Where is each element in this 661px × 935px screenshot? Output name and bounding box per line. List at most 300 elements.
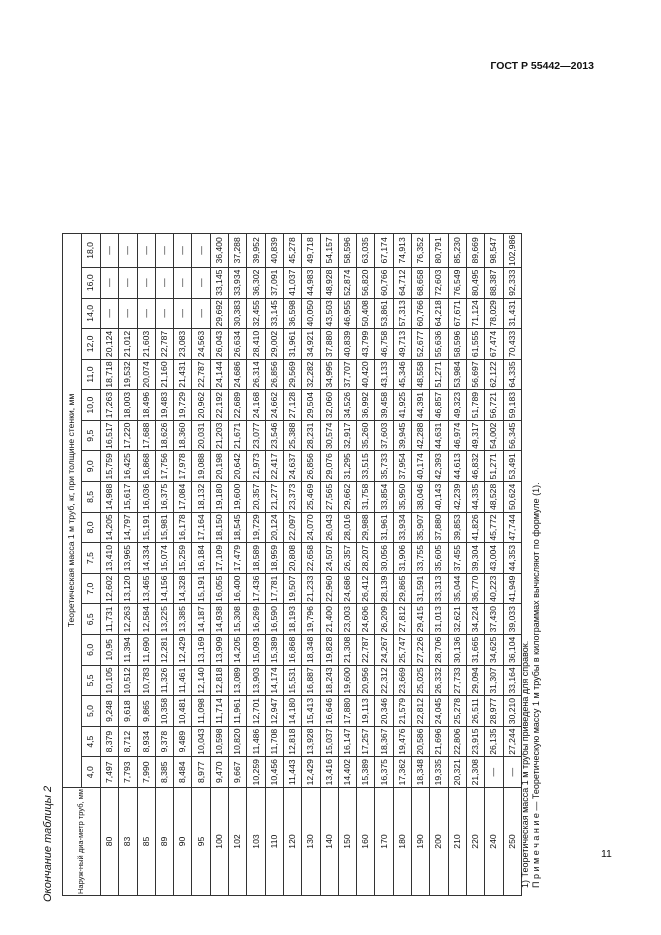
mass-cell: 17,220: [119, 420, 137, 451]
mass-cell: 37,707: [338, 359, 356, 390]
mass-cell: 56,697: [466, 359, 484, 390]
mass-cell: 13,465: [137, 573, 155, 604]
mass-cell: 12,818: [283, 726, 301, 757]
mass-cell: 15,191: [137, 512, 155, 543]
mass-cell: —: [155, 298, 173, 329]
mass-cell: 19,483: [155, 390, 173, 421]
mass-cell: 21,308: [466, 757, 484, 788]
mass-cell: 53,861: [375, 298, 393, 329]
mass-cell: 37,288: [229, 233, 247, 267]
mass-cell: 21,579: [393, 696, 411, 727]
mass-cell: 57,313: [393, 298, 411, 329]
mass-cell: 13,225: [155, 604, 173, 635]
mass-cell: 64,335: [503, 359, 521, 390]
mass-cell: 31,295: [338, 451, 356, 482]
mass-cell: 36,400: [210, 233, 228, 267]
mass-cell: 26,412: [357, 573, 375, 604]
mass-cell: 51,789: [466, 390, 484, 421]
mass-cell: 21,973: [247, 451, 265, 482]
mass-cell: 16,868: [137, 451, 155, 482]
mass-cell: 22,787: [357, 635, 375, 666]
mass-cell: 76,352: [412, 233, 430, 267]
mass-cell: 26,135: [485, 726, 503, 757]
mass-cell: 31,431: [503, 298, 521, 329]
mass-cell: 16,036: [137, 482, 155, 513]
mass-cell: 16,646: [320, 696, 338, 727]
mass-cell: 17,756: [155, 451, 173, 482]
mass-cell: 35,950: [393, 482, 411, 513]
table-row: [412, 233, 430, 895]
mass-cell: 71,124: [466, 298, 484, 329]
diameter-cell: 95: [192, 788, 210, 896]
mass-cell: 48,928: [320, 267, 338, 298]
mass-cell: 58,596: [448, 329, 466, 360]
mass-cell: 40,223: [485, 573, 503, 604]
mass-cell: 28,016: [338, 512, 356, 543]
mass-cell: 23,546: [265, 420, 283, 451]
mass-cell: 11,708: [265, 726, 283, 757]
mass-cell: 26,634: [229, 329, 247, 360]
mass-cell: 18,545: [229, 512, 247, 543]
mass-cell: 28,139: [375, 573, 393, 604]
thickness-header: 4,5: [82, 726, 101, 757]
mass-cell: 16,178: [174, 512, 192, 543]
mass-cell: 34,526: [338, 390, 356, 421]
mass-cell: 16,147: [338, 726, 356, 757]
mass-cell: 72,603: [430, 267, 448, 298]
mass-cell: 22,960: [320, 573, 338, 604]
thickness-header: 6,5: [82, 604, 101, 635]
mass-cell: 21,603: [137, 329, 155, 360]
mass-cell: 45,346: [393, 359, 411, 390]
mass-cell: 22,812: [412, 696, 430, 727]
mass-cell: 24,267: [375, 635, 393, 666]
mass-cell: 18,626: [155, 420, 173, 451]
table-row: [302, 233, 320, 895]
diameter-cell: 200: [430, 788, 448, 896]
mass-cell: 16,269: [247, 604, 265, 635]
mass-cell: 15,389: [265, 635, 283, 666]
mass-cell: 16,375: [155, 482, 173, 513]
mass-cell: 18,003: [119, 390, 137, 421]
mass-cell: 20,346: [375, 696, 393, 727]
diameter-cell: 110: [265, 788, 283, 896]
mass-cell: 13,410: [101, 543, 119, 574]
mass-cell: 10,358: [155, 696, 173, 727]
mass-cell: 11,961: [229, 696, 247, 727]
thickness-header: 10,0: [82, 390, 101, 421]
mass-cell: 15,037: [320, 726, 338, 757]
mass-cell: 18,243: [320, 665, 338, 696]
mass-cell: 20,808: [283, 543, 301, 574]
mass-cell: 36,992: [357, 390, 375, 421]
mass-cell: 34,995: [320, 359, 338, 390]
mass-cell: 12,818: [210, 665, 228, 696]
mass-cell: 32,282: [302, 359, 320, 390]
diameter-cell: 160: [357, 788, 375, 896]
mass-cell: 15,074: [155, 543, 173, 574]
mass-cell: 26,511: [466, 696, 484, 727]
thickness-header: 12,0: [82, 329, 101, 360]
mass-cell: 30,574: [320, 420, 338, 451]
mass-cell: 33,145: [210, 267, 228, 298]
mass-cell: 32,917: [338, 420, 356, 451]
table-row: [320, 233, 338, 895]
mass-cell: 25,278: [448, 696, 466, 727]
mass-cell: 14,205: [101, 512, 119, 543]
mass-cell: 10,95: [101, 635, 119, 666]
mass-cell: 40,420: [357, 359, 375, 390]
mass-cell: 18,959: [265, 543, 283, 574]
mass-cell: 9,489: [174, 726, 192, 757]
mass-cell: 76,549: [448, 267, 466, 298]
table-row: [137, 233, 155, 895]
mass-cell: 12,429: [174, 635, 192, 666]
mass-cell: 35,733: [375, 451, 393, 482]
mass-cell: 18,589: [247, 543, 265, 574]
mass-cell: 28,207: [357, 543, 375, 574]
mass-cell: 49,713: [393, 329, 411, 360]
mass-cell: —: [503, 757, 521, 788]
mass-cell: 48,528: [485, 482, 503, 513]
mass-cell: 30,210: [503, 696, 521, 727]
mass-cell: 41,925: [393, 390, 411, 421]
mass-cell: 53,491: [503, 451, 521, 482]
mass-cell: 19,088: [192, 451, 210, 482]
mass-cell: 17,257: [357, 726, 375, 757]
mass-cell: 11,098: [192, 696, 210, 727]
mass-cell: 27,733: [448, 665, 466, 696]
mass-cell: 67,474: [485, 329, 503, 360]
mass-cell: 45,278: [283, 233, 301, 267]
mass-cell: 9,378: [155, 726, 173, 757]
mass-cell: 37,430: [485, 604, 503, 635]
mass-cell: 47,744: [503, 512, 521, 543]
mass-cell: 22,192: [210, 390, 228, 421]
mass-cell: 11,326: [155, 665, 173, 696]
mass-cell: 14,180: [283, 696, 301, 727]
mass-cell: 28,977: [485, 696, 503, 727]
mass-cell: 37,954: [393, 451, 411, 482]
mass-cell: 21,012: [119, 329, 137, 360]
mass-cell: 15,413: [302, 696, 320, 727]
mass-cell: 23,077: [247, 420, 265, 451]
table-group-header-row: [63, 233, 82, 895]
thickness-header: 7,5: [82, 543, 101, 574]
mass-cell: 12,263: [119, 604, 137, 635]
diameter-cell: 83: [119, 788, 137, 896]
mass-cell: 10,783: [137, 665, 155, 696]
mass-cell: 16,055: [210, 573, 228, 604]
mass-cell: 15,259: [174, 543, 192, 574]
mass-cell: 29,002: [265, 329, 283, 360]
mass-cell: 19,828: [320, 635, 338, 666]
mass-cell: 35,260: [357, 420, 375, 451]
mass-cell: 14,402: [338, 757, 356, 788]
mass-cell: 20,031: [192, 420, 210, 451]
table-row: [229, 233, 247, 895]
mass-cell: 13,909: [210, 635, 228, 666]
mass-cell: 44,631: [430, 420, 448, 451]
mass-cell: 19,532: [119, 359, 137, 390]
mass-cell: 29,569: [283, 359, 301, 390]
diameter-cell: 100: [210, 788, 228, 896]
mass-cell: 60,766: [412, 298, 430, 329]
table-row: [210, 233, 228, 895]
mass-cell: 31,665: [466, 635, 484, 666]
mass-cell: 16,425: [119, 451, 137, 482]
diameter-cell: 180: [393, 788, 411, 896]
mass-cell: —: [137, 267, 155, 298]
mass-cell: 27,812: [393, 604, 411, 635]
table-caption: Окончание таблицы 2: [42, 785, 54, 902]
mass-cell: 102,986: [503, 233, 521, 267]
mass-cell: 13,903: [247, 665, 265, 696]
mass-cell: 58,596: [338, 233, 356, 267]
mass-cell: 12,947: [265, 696, 283, 727]
mass-cell: 34,625: [485, 635, 503, 666]
mass-cell: 26,209: [375, 604, 393, 635]
mass-cell: 64,218: [430, 298, 448, 329]
mass-cell: 25,388: [283, 420, 301, 451]
mass-cell: 23,669: [393, 665, 411, 696]
mass-cell: 29,076: [320, 451, 338, 482]
mass-cell: 17,781: [265, 573, 283, 604]
mass-cell: 27,565: [320, 482, 338, 513]
mass-cell: 49,718: [302, 233, 320, 267]
mass-cell: 37,880: [430, 512, 448, 543]
mass-cell: 18,348: [302, 635, 320, 666]
mass-cell: 11,714: [210, 696, 228, 727]
mass-cell: 67,671: [448, 298, 466, 329]
mass-cell: 10,105: [101, 665, 119, 696]
thickness-header: 9,0: [82, 451, 101, 482]
mass-cell: 32,621: [448, 604, 466, 635]
mass-cell: 14,156: [155, 573, 173, 604]
mass-cell: 15,191: [192, 573, 210, 604]
mass-cell: 17,362: [393, 757, 411, 788]
mass-cell: 12,701: [247, 696, 265, 727]
mass-cell: 31,961: [283, 329, 301, 360]
mass-cell: 37,603: [375, 420, 393, 451]
mass-cell: —: [192, 233, 210, 267]
mass-cell: 24,507: [320, 543, 338, 574]
mass-cell: 51,271: [430, 359, 448, 390]
diameter-cell: 220: [466, 788, 484, 896]
mass-cell: 28,231: [302, 420, 320, 451]
mass-cell: 20,198: [210, 451, 228, 482]
mass-cell: 20,586: [412, 726, 430, 757]
mass-cell: 13,385: [174, 604, 192, 635]
mass-cell: 56,820: [357, 267, 375, 298]
thickness-header: 4,0: [82, 757, 101, 788]
diameter-cell: 250: [503, 788, 521, 896]
mass-cell: 74,913: [393, 233, 411, 267]
mass-cell: 41,949: [503, 573, 521, 604]
mass-cell: 21,277: [265, 482, 283, 513]
table-row: [119, 233, 137, 895]
mass-cell: 26,332: [430, 665, 448, 696]
table-row: [247, 233, 265, 895]
mass-cell: 33,755: [412, 543, 430, 574]
mass-cell: 44,353: [503, 543, 521, 574]
mass-cell: 21,160: [155, 359, 173, 390]
mass-cell: 56,721: [485, 390, 503, 421]
mass-cell: 37,880: [320, 329, 338, 360]
mass-cell: 53,984: [448, 359, 466, 390]
mass-cell: —: [101, 298, 119, 329]
mass-cell: 40,839: [265, 233, 283, 267]
mass-cell: 46,857: [430, 390, 448, 421]
mass-cell: 61,555: [466, 329, 484, 360]
mass-cell: 17,109: [210, 543, 228, 574]
table-row: [155, 233, 173, 895]
mass-cell: 30,136: [448, 635, 466, 666]
mass-cell: 22,787: [155, 329, 173, 360]
footnote: 1) Теоретическая масса 1 м трубы приведена для справок.: [520, 640, 530, 888]
mass-cell: 23,083: [174, 329, 192, 360]
mass-cell: 36,770: [466, 573, 484, 604]
mass-cell: —: [137, 233, 155, 267]
mass-cell: 18,150: [210, 512, 228, 543]
mass-cell: 26,043: [210, 329, 228, 360]
mass-cell: 98,547: [485, 233, 503, 267]
mass-cell: 30,383: [229, 298, 247, 329]
mass-cell: 11,461: [174, 665, 192, 696]
mass-cell: 20,124: [101, 329, 119, 360]
mass-cell: 14,205: [229, 635, 247, 666]
mass-cell: 44,391: [412, 390, 430, 421]
mass-cell: 13,169: [192, 635, 210, 666]
table-row: [192, 233, 210, 895]
mass-cell: 36,104: [503, 635, 521, 666]
mass-cell: 24,686: [338, 573, 356, 604]
mass-cell: 54,002: [485, 420, 503, 451]
mass-cell: 19,476: [393, 726, 411, 757]
mass-cell: 15,531: [283, 665, 301, 696]
mass-cell: 24,637: [283, 451, 301, 482]
mass-cell: 13,120: [119, 573, 137, 604]
mass-cell: 15,617: [119, 482, 137, 513]
mass-cell: 14,334: [137, 543, 155, 574]
page-number: 11: [601, 848, 612, 860]
mass-cell: 17,978: [174, 451, 192, 482]
diameter-cell: 130: [302, 788, 320, 896]
mass-cell: 13,965: [119, 543, 137, 574]
mass-cell: 21,203: [210, 420, 228, 451]
mass-cell: 39,458: [375, 390, 393, 421]
mass-cell: 20,956: [357, 665, 375, 696]
mass-cell: 15,759: [101, 451, 119, 482]
mass-cell: 41,826: [466, 512, 484, 543]
diameter-cell: 210: [448, 788, 466, 896]
mass-cell: 13,416: [320, 757, 338, 788]
thickness-header: 16,0: [82, 267, 101, 298]
diameter-cell: 170: [375, 788, 393, 896]
mass-cell: 21,431: [174, 359, 192, 390]
mass-cell: —: [137, 298, 155, 329]
mass-cell: 85,230: [448, 233, 466, 267]
mass-cell: 23,915: [466, 726, 484, 757]
mass-cell: 29,094: [466, 665, 484, 696]
mass-cell: 22,312: [375, 665, 393, 696]
mass-cell: 24,070: [302, 512, 320, 543]
mass-cell: —: [192, 267, 210, 298]
mass-cell: 32,455: [247, 298, 265, 329]
mass-cell: 62,122: [485, 359, 503, 390]
mass-cell: 22,658: [302, 543, 320, 574]
mass-cell: 46,974: [448, 420, 466, 451]
mass-cell: 20,962: [192, 390, 210, 421]
table-row: [448, 233, 466, 895]
mass-cell: 20,321: [448, 757, 466, 788]
mass-cell: 80,791: [430, 233, 448, 267]
mass-cell: —: [119, 233, 137, 267]
mass-cell: 8,934: [137, 726, 155, 757]
mass-cell: 14,797: [119, 512, 137, 543]
mass-cell: 8,484: [174, 757, 192, 788]
table-row: [503, 233, 521, 895]
diameter-cell: 103: [247, 788, 265, 896]
mass-cell: 49,317: [466, 420, 484, 451]
mass-cell: 9,470: [210, 757, 228, 788]
mass-cell: 55,636: [430, 329, 448, 360]
mass-cell: 22,787: [192, 359, 210, 390]
mass-cell: 27,244: [503, 726, 521, 757]
mass-cell: 37,455: [448, 543, 466, 574]
mass-cell: 9,865: [137, 696, 155, 727]
mass-cell: 26,856: [302, 451, 320, 482]
mass-cell: 54,157: [320, 233, 338, 267]
mass-cell: 10,512: [119, 665, 137, 696]
diameter-cell: 85: [137, 788, 155, 896]
diameter-cell: 102: [229, 788, 247, 896]
thickness-header: 14,0: [82, 298, 101, 329]
mass-cell: 18,360: [174, 420, 192, 451]
mass-cell: 17,880: [338, 696, 356, 727]
mass-cell: 11,690: [137, 635, 155, 666]
mass-cell: 16,517: [101, 420, 119, 451]
mass-cell: 8,385: [155, 757, 173, 788]
mass-cell: 88,387: [485, 267, 503, 298]
mass-cell: 40,174: [412, 451, 430, 482]
thickness-header: 11,0: [82, 359, 101, 390]
mass-cell: 27,226: [412, 635, 430, 666]
mass-cell: 19,729: [247, 512, 265, 543]
mass-cell: 36,598: [283, 298, 301, 329]
mass-cell: 22,097: [283, 512, 301, 543]
mass-cell: 60,766: [375, 267, 393, 298]
mass-cell: 19,600: [229, 482, 247, 513]
mass-cell: 16,590: [265, 604, 283, 635]
mass-cell: 24,563: [192, 329, 210, 360]
mass-cell: 12,140: [192, 665, 210, 696]
mass-cell: 25,747: [393, 635, 411, 666]
mass-cell: 7,990: [137, 757, 155, 788]
mass-cell: 25,469: [302, 482, 320, 513]
mass-cell: 10,820: [229, 726, 247, 757]
mass-cell: 68,658: [412, 267, 430, 298]
mass-cell: 22,417: [265, 451, 283, 482]
mass-cell: 43,503: [320, 298, 338, 329]
mass-cell: 21,671: [229, 420, 247, 451]
mass-cell: 33,313: [430, 573, 448, 604]
mass-cell: —: [155, 267, 173, 298]
diameter-cell: 240: [485, 788, 503, 896]
mass-cell: 42,288: [412, 420, 430, 451]
mass-cell: 39,952: [247, 233, 265, 267]
mass-cell: 16,868: [283, 635, 301, 666]
